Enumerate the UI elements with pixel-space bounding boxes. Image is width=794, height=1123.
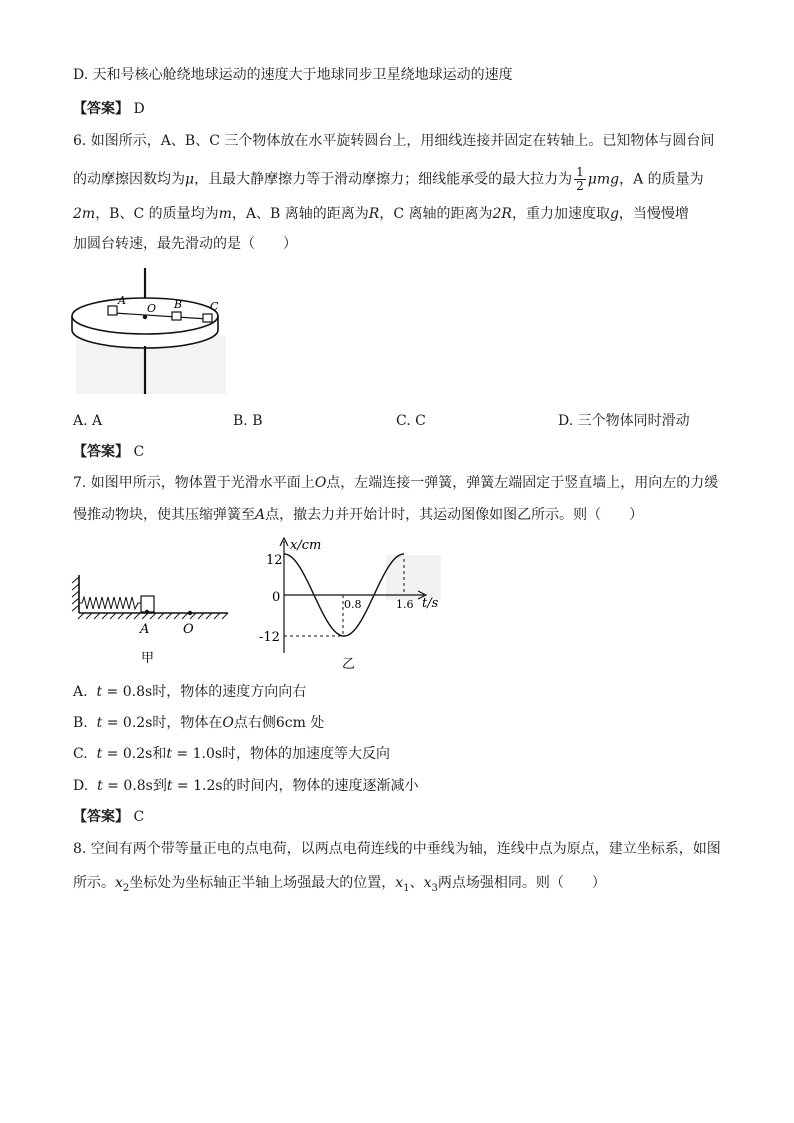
caption-jia: 甲	[141, 651, 155, 666]
subscript: 2	[122, 882, 130, 894]
q7-text: 7. 如图甲所示，物体置于光滑水平面上	[73, 475, 315, 491]
q6-answer	[73, 443, 144, 461]
radius-r: R	[368, 206, 380, 222]
subscript: 3	[431, 882, 438, 894]
fraction	[574, 166, 586, 193]
q8-stem-line2	[73, 874, 606, 898]
value: = 1.0s	[171, 746, 223, 762]
q7-answer	[73, 808, 144, 826]
label-o: O	[183, 622, 194, 637]
option-letter: B.	[73, 715, 88, 731]
ground-hatching	[78, 613, 228, 619]
q6-text: ，且最大静摩擦力等于滑动摩擦力；细线能承受的最大拉力为	[194, 171, 573, 188]
q5-answer	[73, 100, 145, 118]
point-o-dot	[188, 611, 192, 615]
tick-neg12: -12	[259, 630, 280, 645]
wall-hatching	[72, 577, 79, 611]
axis-point	[143, 315, 147, 319]
q6-text: 的动摩擦因数均为	[73, 171, 185, 188]
tick-12: 12	[266, 553, 283, 568]
q7-text: 慢推动物块，使其压缩弹簧至	[73, 507, 255, 523]
tick-1.6: 1.6	[396, 598, 414, 611]
q8-text: 所示。	[73, 875, 115, 891]
mass-m: m	[218, 206, 232, 222]
q7-option-c	[73, 745, 390, 763]
fraction-denominator: 2	[576, 179, 584, 193]
value: = 0.8s	[102, 778, 153, 794]
q6-text: ，重力加速度取	[511, 206, 610, 222]
radius-2r: 2R	[492, 206, 512, 222]
subscript: 1	[403, 882, 410, 894]
answer-label: 【答案】	[73, 809, 129, 825]
option-letter: A.	[73, 684, 88, 700]
q6-option-c: C. C	[396, 413, 426, 429]
separator: 、	[409, 875, 424, 891]
figure-background	[386, 555, 441, 600]
label-o: O	[147, 302, 157, 315]
q7-stem-line1	[73, 474, 718, 492]
answer-label: 【答案】	[73, 444, 129, 460]
point-a-dot	[145, 610, 149, 614]
option-text: 时，物体在	[152, 715, 223, 731]
label-b: B	[174, 298, 183, 311]
mu-symbol: μ	[185, 171, 195, 188]
value: = 1.2s	[172, 778, 223, 794]
q8-text: 两点场强相同。则（ ）	[437, 875, 606, 891]
point-a: A	[255, 507, 266, 523]
option-letter: D.	[73, 778, 89, 794]
q6-option-d: D. 三个物体同时滑动	[558, 413, 690, 429]
spring	[79, 597, 141, 609]
var-t: t	[96, 684, 103, 700]
q6-text: ，B、C 的质量均为	[95, 206, 219, 222]
var-t: t	[97, 778, 103, 794]
label-a: A	[140, 622, 150, 637]
value: = 0.2s	[102, 746, 153, 762]
value: = 0.8s	[102, 684, 153, 700]
tick-0: 0	[272, 590, 281, 605]
q6-stem-line3	[73, 205, 689, 223]
q7-option-a	[73, 683, 306, 701]
q6-option-b: B. B	[233, 413, 263, 429]
xt-graph-figure	[236, 535, 448, 675]
option-letter: C.	[73, 746, 88, 762]
q6-option-a: A. A	[73, 413, 103, 429]
q6-stem-line1: 6. 如图所示，A、B、C 三个物体放在水平旋转圆台上，用细线连接并固定在转轴上。已知物体与圆台间	[73, 133, 715, 149]
q7-stem-line2	[73, 506, 643, 524]
point-o: O	[314, 475, 327, 491]
caption-yi: 乙	[342, 657, 356, 672]
option-text: 时，物体的加速度等大反向	[222, 746, 391, 762]
q7-option-b	[73, 714, 324, 732]
q6-text: ，A 的质量为	[619, 171, 704, 188]
var-x1: x	[395, 875, 404, 891]
q6-stem-line4: 加圆台转速，最先滑动的是（ ）	[73, 236, 297, 252]
option-text: 时，物体的速度方向向右	[152, 684, 307, 700]
block-c	[203, 314, 212, 322]
q6-stem-line2	[73, 166, 704, 193]
var-t: t	[96, 715, 103, 731]
q7-option-d	[73, 777, 419, 795]
q8-stem-line1: 8. 空间有两个带等量正电的点电荷，以两点电荷连线的中垂线为轴，连线中点为原点，建立坐标系，如图	[73, 841, 721, 857]
label-c: C	[210, 300, 219, 313]
block-b	[172, 312, 181, 320]
point-o: O	[222, 715, 234, 731]
q6-text: ，当慢慢增	[618, 206, 689, 222]
turntable-figure	[68, 266, 233, 398]
y-axis-label: x/cm	[290, 538, 322, 553]
answer-value: C	[133, 809, 145, 825]
q5-option-d: D. 天和号核心舱绕地球运动的速度大于地球同步卫星绕地球运动的速度	[73, 67, 513, 83]
option-text: 到	[152, 778, 167, 794]
var-t: t	[96, 746, 103, 762]
var-x2: x	[115, 875, 123, 891]
var-t: t	[166, 746, 172, 762]
q7-text: 点，左端连接一弹簧，弹簧左端固定于竖直墙上，用向左的力缓	[326, 475, 719, 491]
option-text: 和	[152, 746, 167, 762]
x-axis-label: t/s	[422, 596, 439, 611]
gravity-g: g	[609, 206, 619, 222]
q8-text: 坐标处为坐标轴正半轴上场强最大的位置，	[129, 875, 396, 891]
answer-label: 【答案】	[73, 101, 129, 117]
spring-block-figure	[68, 565, 238, 670]
mumg-expr: μmg	[587, 171, 620, 188]
block	[141, 596, 154, 612]
option-text: 的时间内，物体的速度逐渐减小	[222, 778, 419, 794]
var-x3: x	[423, 875, 432, 891]
var-t: t	[166, 778, 173, 794]
tick-0.8: 0.8	[344, 598, 362, 611]
fraction-numerator: 1	[576, 165, 584, 179]
q7-text: 点，撤去力并开始计时，其运动图像如图乙所示。则（ ）	[265, 507, 644, 523]
answer-value: D	[133, 101, 145, 117]
q6-text: ，A、B 离轴的距离为	[231, 206, 369, 222]
block-a	[108, 306, 117, 315]
value: = 0.2s	[102, 715, 153, 731]
option-text: 点右侧6cm 处	[233, 715, 325, 731]
label-a: A	[118, 294, 126, 307]
answer-value: C	[133, 444, 145, 460]
mass-2m: 2m	[73, 206, 96, 222]
q6-text: ，C 离轴的距离为	[379, 206, 493, 222]
